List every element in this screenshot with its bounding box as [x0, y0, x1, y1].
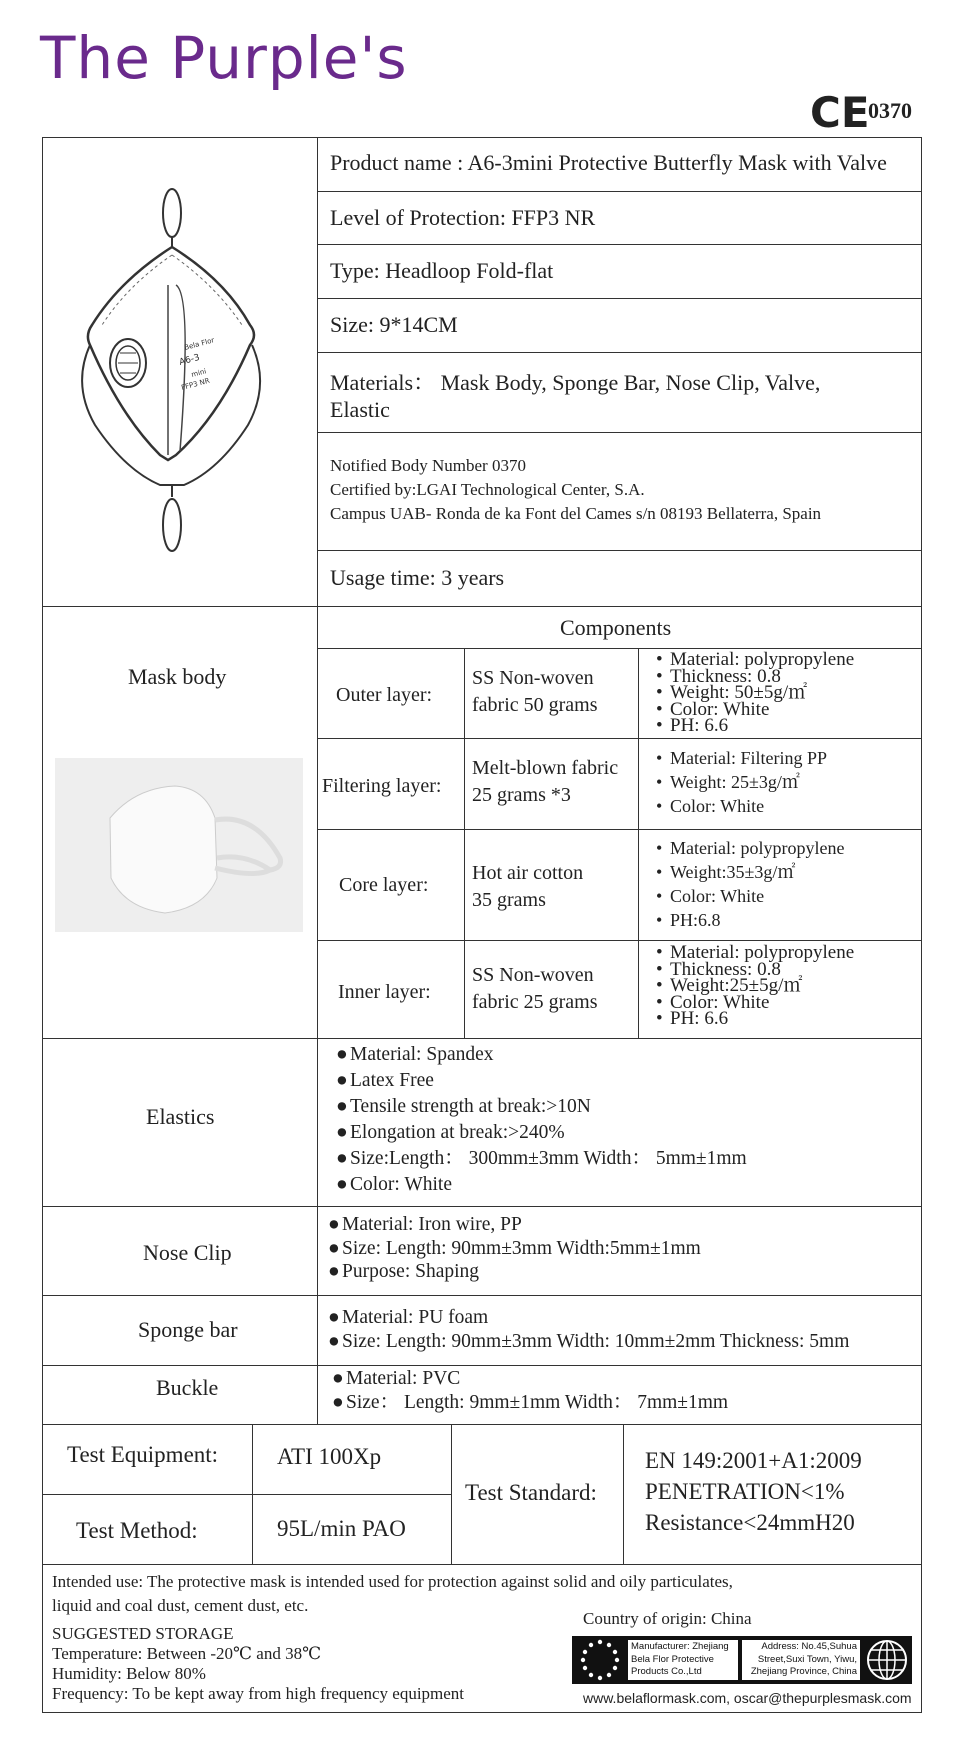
storage-title: SUGGESTED STORAGE [52, 1624, 234, 1643]
layer-spec: • Thickness: 0.8 [656, 958, 781, 980]
mask-print-model: A6-3 [178, 352, 201, 368]
brand-logo: The Purple's [40, 24, 408, 92]
manufacturer-line: Manufacturer: Zhejiang [631, 1641, 729, 1652]
layer-spec: • Weight:25±5g/㎡ [656, 975, 803, 996]
manufacturer-badge [572, 1636, 912, 1684]
layer-desc: 35 grams [472, 889, 546, 911]
layer-name: Outer layer: [336, 684, 433, 706]
test-method-label: Test Method: [76, 1518, 198, 1543]
certifier-address: Campus UAB- Ronda de ka Font del Cames s/n 08193 Bellaterra, Spain [330, 504, 822, 523]
sponge-bar-item: ● Size: Length: 90mm±3mm Width: 10mm±2mm Thickness: 5mm [328, 1331, 850, 1352]
nose-clip-item: ● Purpose: Shaping [328, 1261, 480, 1282]
test-standard-label: Test Standard: [465, 1480, 597, 1505]
layer-desc: fabric 50 grams [472, 694, 598, 716]
protection-level: Level of Protection: FFP3 NR [330, 205, 596, 230]
mask-body-label: Mask body [128, 664, 227, 689]
layer-name: Inner layer: [338, 981, 431, 1003]
mask-print-sub: mini [190, 367, 208, 379]
layer-desc: SS Non-woven [472, 964, 594, 986]
ce-number: 0370 [868, 98, 912, 123]
storage-temperature: Temperature: Between -20℃ and 38℃ [52, 1644, 322, 1663]
layer-desc: 25 grams *3 [472, 784, 571, 806]
layer-spec: • PH: 6.6 [656, 1008, 729, 1029]
layer-spec: • Material: Filtering PP [656, 748, 827, 768]
buckle-label: Buckle [156, 1375, 219, 1400]
layer-spec: • Material: polypropylene [656, 649, 855, 670]
nose-clip-label: Nose Clip [143, 1240, 232, 1265]
layer-spec: • PH:6.8 [656, 910, 721, 930]
manufacturer-line: Products Co.,Ltd [631, 1666, 702, 1677]
mask-type: Type: Headloop Fold-flat [330, 258, 554, 283]
components-title: Components [560, 615, 672, 640]
layer-name: Filtering layer: [322, 775, 442, 797]
elastics-item: ● Latex Free [336, 1070, 434, 1091]
layer-desc: Hot air cotton [472, 862, 584, 884]
layer-spec: • Material: polypropylene [656, 942, 855, 963]
layer-name: Core layer: [339, 874, 429, 896]
mask-drawing [80, 185, 270, 555]
intended-use-line-1: Intended use: The protective mask is intended used for protection against solid and oily particulates, [52, 1572, 733, 1591]
test-method-value: 95L/min PAO [277, 1516, 406, 1541]
country-of-origin: Country of origin: China [583, 1609, 752, 1628]
materials-line-2: Elastic [330, 397, 390, 422]
test-standard-line: Resistance<24mmH20 [645, 1510, 855, 1535]
layer-spec: • Material: polypropylene [656, 838, 845, 858]
sponge-bar-item: ● Material: PU foam [328, 1307, 489, 1328]
layer-spec: • Color: White [656, 698, 770, 720]
eu-stars-icon [576, 1637, 624, 1683]
manufacturer-line: Bela Flor Protective [631, 1654, 714, 1665]
materials-line-1: Materials： Mask Body, Sponge Bar, Nose Clip, Valve, [330, 370, 821, 395]
product-name: Product name : A6-3mini Protective Butterfly Mask with Valve [330, 150, 887, 175]
layer-spec: • Color: White [656, 991, 770, 1013]
sponge-bar-label: Sponge bar [138, 1317, 238, 1342]
mask-print-grade: FFP3 NR [180, 376, 211, 392]
layer-spec: • Weight:35±3g/㎡ [656, 862, 796, 882]
buckle-item: ● Size： Length: 9mm±1mm Width： 7mm±1mm [332, 1392, 729, 1413]
mask-size: Size: 9*14CM [330, 312, 458, 337]
address-line: Street,Suxi Town, Yiwu, [757, 1654, 857, 1665]
usage-time: Usage time: 3 years [330, 565, 505, 590]
elastics-item: ● Color: White [336, 1174, 453, 1195]
intended-use-line-2: liquid and coal dust, cement dust, etc. [52, 1596, 309, 1615]
elastics-item: ● Elongation at break:>240% [336, 1122, 565, 1143]
ce-mark: CE [810, 88, 870, 137]
layer-spec: • Color: White [656, 886, 765, 906]
layer-spec: • Color: White [656, 796, 765, 816]
elastics-item: ● Material: Spandex [336, 1044, 494, 1065]
elastics-item: ● Size:Length： 300mm±3mm Width： 5mm±1mm [336, 1148, 747, 1169]
storage-frequency: Frequency: To be kept away from high frequency equipment [52, 1684, 465, 1703]
mask-print-brand: Bela Flor [183, 336, 216, 352]
contact-links[interactable]: www.belaflormask.com, oscar@thepurplesmask.com [583, 1690, 912, 1706]
certified-by: Certified by:LGAI Technological Center, S.A. [330, 480, 645, 499]
test-standard-line: PENETRATION<1% [645, 1479, 845, 1504]
test-standard-line: EN 149:2001+A1:2009 [645, 1448, 862, 1473]
nose-clip-item: ● Material: Iron wire, PP [328, 1214, 522, 1235]
layer-spec: • Weight: 25±3g/㎡ [656, 772, 800, 792]
test-equipment-value: ATI 100Xp [277, 1444, 382, 1469]
address-line: Zhejiang Province, China [750, 1666, 857, 1677]
layer-spec: • Weight: 50±5g/㎡ [656, 682, 808, 703]
nose-clip-item: ● Size: Length: 90mm±3mm Width:5mm±1mm [328, 1237, 701, 1259]
layer-desc: SS Non-woven [472, 667, 594, 689]
layer-spec: • Thickness: 0.8 [656, 665, 781, 687]
elastics-label: Elastics [146, 1104, 215, 1129]
layer-spec: • PH: 6.6 [656, 715, 729, 736]
globe-icon [864, 1637, 910, 1683]
notified-body: Notified Body Number 0370 [330, 456, 526, 475]
layer-desc: Melt-blown fabric [472, 757, 619, 779]
elastics-item: ● Tensile strength at break:>10N [336, 1096, 591, 1117]
storage-humidity: Humidity: Below 80% [52, 1664, 206, 1683]
buckle-item: ● Material: PVC [332, 1368, 461, 1389]
test-equipment-label: Test Equipment: [67, 1442, 219, 1467]
mask-photo [55, 758, 303, 932]
address-line: Address: No.45,Suhua [761, 1641, 857, 1652]
layer-desc: fabric 25 grams [472, 991, 598, 1013]
